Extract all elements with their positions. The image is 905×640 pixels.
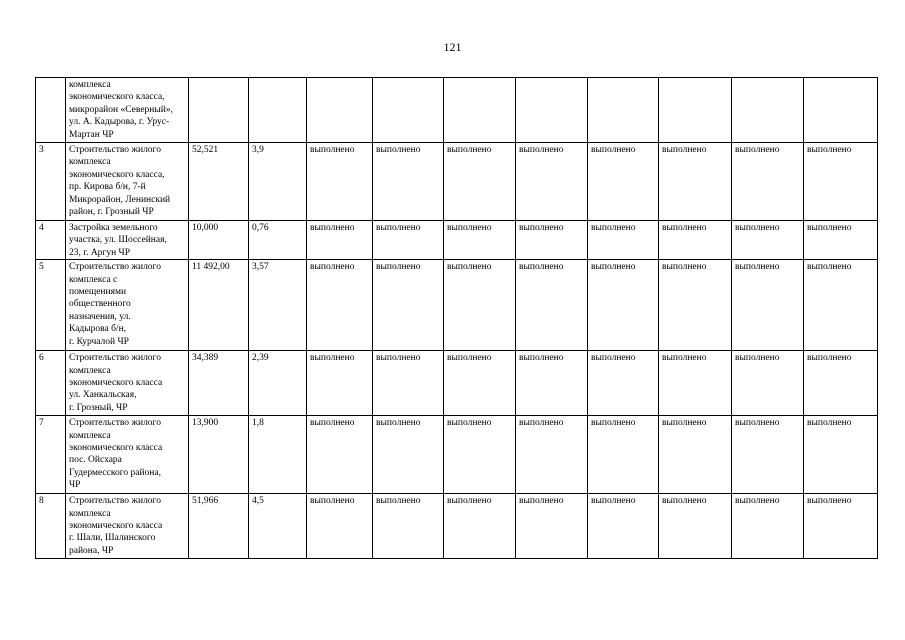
status-cell: выполнено (516, 416, 588, 494)
value-1-cell (189, 78, 249, 143)
status-cell: выполнено (588, 416, 659, 494)
object-name-cell: Строительство жилого комплекса экономического класса пос. Ойсхара Гудермесского района, ЧР (66, 416, 189, 494)
status-cell: выполнено (307, 351, 373, 416)
status-cell: выполнено (732, 143, 804, 221)
status-cell: выполнено (444, 221, 516, 260)
status-cell (307, 78, 373, 143)
status-cell: выполнено (659, 416, 732, 494)
object-name-cell: комплекса экономического класса, микрорайон «Северный», ул. А. Кадырова, г. Урус- Мартан ЧР (66, 78, 189, 143)
status-cell: выполнено (659, 260, 732, 351)
value-1-cell: 34,389 (189, 351, 249, 416)
object-name-cell: Строительство жилого комплекса экономического класса г. Шали, Шалинского района, ЧР (66, 494, 189, 559)
table-row (36, 221, 878, 260)
value-2-cell: 4,5 (249, 494, 307, 559)
table-row (36, 494, 878, 559)
value-1-cell: 51,966 (189, 494, 249, 559)
row-number-cell: 4 (36, 221, 66, 260)
status-cell: выполнено (804, 221, 878, 260)
status-cell: выполнено (373, 221, 444, 260)
status-cell: выполнено (516, 143, 588, 221)
status-cell (444, 78, 516, 143)
report-table-body (36, 78, 878, 559)
status-cell: выполнено (804, 494, 878, 559)
status-cell: выполнено (373, 351, 444, 416)
status-cell: выполнено (444, 143, 516, 221)
status-cell: выполнено (588, 260, 659, 351)
value-1-cell: 13,900 (189, 416, 249, 494)
status-cell: выполнено (373, 260, 444, 351)
value-1-cell: 10,000 (189, 221, 249, 260)
status-cell: выполнено (516, 351, 588, 416)
status-cell: выполнено (732, 351, 804, 416)
row-number-cell: 7 (36, 416, 66, 494)
object-name-cell: Застройка земельного участка, ул. Шоссейная, 23, г. Аргун ЧР (66, 221, 189, 260)
value-2-cell: 0,76 (249, 221, 307, 260)
row-number-cell: 5 (36, 260, 66, 351)
status-cell: выполнено (659, 221, 732, 260)
status-cell (588, 78, 659, 143)
row-number-cell: 3 (36, 143, 66, 221)
status-cell: выполнено (804, 351, 878, 416)
row-number-cell (36, 78, 66, 143)
page-number: 121 (443, 40, 462, 54)
status-cell: выполнено (804, 416, 878, 494)
value-2-cell: 2,39 (249, 351, 307, 416)
value-2-cell (249, 78, 307, 143)
status-cell: выполнено (444, 260, 516, 351)
table-row (36, 78, 878, 143)
status-cell: выполнено (659, 351, 732, 416)
value-1-cell: 11 492,00 (189, 260, 249, 351)
value-2-cell: 1,8 (249, 416, 307, 494)
value-2-cell: 3,57 (249, 260, 307, 351)
report-table (35, 77, 878, 559)
object-name-cell: Строительство жилого комплекса с помещениями общественного назначения, ул. Кадырова б/н, г. Курчалой ЧР (66, 260, 189, 351)
object-name-cell: Строительство жилого комплекса экономического класса, пр. Кирова б/н, 7-й Микрорайон, Ленинский район, г. Грозный ЧР (66, 143, 189, 221)
value-1-cell: 52,521 (189, 143, 249, 221)
status-cell: выполнено (732, 494, 804, 559)
row-number-cell: 6 (36, 351, 66, 416)
status-cell: выполнено (588, 221, 659, 260)
status-cell (373, 78, 444, 143)
status-cell: выполнено (373, 416, 444, 494)
status-cell: выполнено (732, 260, 804, 351)
status-cell: выполнено (373, 494, 444, 559)
status-cell (804, 78, 878, 143)
table-row (36, 416, 878, 494)
status-cell: выполнено (588, 351, 659, 416)
status-cell: выполнено (307, 260, 373, 351)
status-cell: выполнено (732, 221, 804, 260)
status-cell: выполнено (516, 221, 588, 260)
status-cell: выполнено (804, 260, 878, 351)
status-cell: выполнено (732, 416, 804, 494)
status-cell: выполнено (516, 494, 588, 559)
status-cell: выполнено (444, 351, 516, 416)
table-row (36, 143, 878, 221)
status-cell: выполнено (516, 260, 588, 351)
status-cell: выполнено (588, 143, 659, 221)
status-cell (516, 78, 588, 143)
status-cell: выполнено (444, 494, 516, 559)
status-cell: выполнено (444, 416, 516, 494)
row-number-cell: 8 (36, 494, 66, 559)
value-2-cell: 3,9 (249, 143, 307, 221)
status-cell (659, 78, 732, 143)
object-name-cell: Строительство жилого комплекса экономического класса ул. Ханкальская, г. Грозный, ЧР (66, 351, 189, 416)
status-cell: выполнено (659, 143, 732, 221)
table-row (36, 260, 878, 351)
status-cell (732, 78, 804, 143)
table-row (36, 351, 878, 416)
status-cell: выполнено (804, 143, 878, 221)
status-cell: выполнено (307, 143, 373, 221)
status-cell: выполнено (307, 494, 373, 559)
status-cell: выполнено (588, 494, 659, 559)
status-cell: выполнено (373, 143, 444, 221)
status-cell: выполнено (659, 494, 732, 559)
status-cell: выполнено (307, 416, 373, 494)
status-cell: выполнено (307, 221, 373, 260)
